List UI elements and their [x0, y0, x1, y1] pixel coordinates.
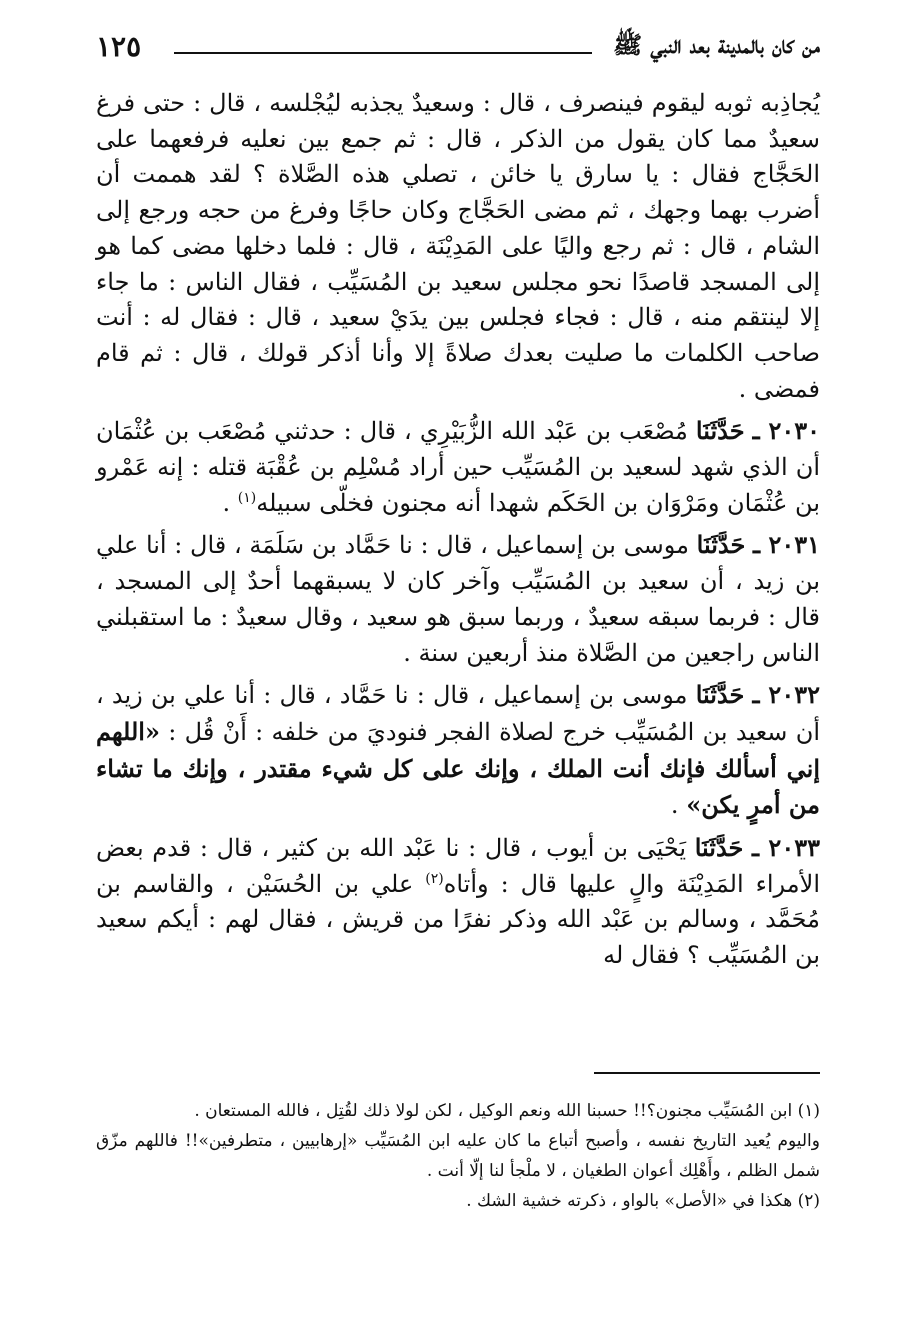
supplication-quote: «اللهم إني أسألك فإنك أنت الملك ، وإنك على كل شيء مقتدر ، وإنك ما تشاء من أمرٍ يكن»	[96, 716, 820, 820]
footnotes	[96, 1096, 820, 1216]
running-title: من كان بالمدينة بعد النبي ﷺ	[613, 30, 820, 59]
hadith-text: موسى بن إسماعيل ، قال : نا حَمَّاد بن سَلَمَة ، قال : أنا علي بن زيد ، أن سعيد بن المُسَيِّب وآخر كان لا يسبقهما أحدٌ إلى المسجد ، قال : فربما سبقه سعيدٌ ، وربما سبق هو سعيد ، وقال سعيدٌ : ما استقبلني الناس راجعين من الصَّلاة منذ أربعين سنة .	[96, 531, 820, 667]
narration-formula: حَدَّثَنَا	[696, 530, 746, 560]
paragraph-continuation: يُجاذِبه ثوبه ليقوم فينصرف ، قال : وسعيدٌ يجذبه ليُجْلسه ، قال : حتى فرغ سعيدٌ مما كان يقول من الذكر ، قال : ثم جمع بين نعليه فرفعهما على الحَجَّاج فقال : يا سارق يا خائن ، تصلي هذه الصَّلاة ؟ لقد هممت أن أضرب بهما وجهك ، ثم مضى الحَجَّاج وكان حاجًا وفرغ من حجه ورجع إلى الشام ، قال : ثم رجع واليًا على المَدِيْنَة ، قال : فلما دخلها مضى كما هو إلى المسجد قاصدًا نحو مجلس سعيد بن المُسَيِّب ، فقال الناس : ما جاء إلا لينتقم منه ، قال : فجاء فجلس بين يدَيْ سعيد ، قال : فقال له : أنت صاحب الكلمات ما صليت بعدك صلاةً إلا وأنا أذكر قولك ، قال : ثم قام فمضى .	[96, 89, 820, 403]
hadith-end: .	[222, 488, 238, 517]
hadith-2032	[96, 677, 820, 824]
footnote-ref-2[interactable]: (٢)	[425, 870, 444, 887]
hadith-text: يَحْيَى بن أيوب ، قال : نا عَبْد الله بن كثير ، قال : قدم بعض الأمراء المَدِيْنَة والٍ عليها قال : وأتاه	[96, 834, 820, 898]
main-text	[96, 86, 820, 980]
page-number: ١٢٥	[96, 30, 142, 63]
page-header	[96, 30, 820, 70]
hadith-2031	[96, 527, 820, 671]
hadith-text: مُصْعَب بن عَبْد الله الزُّبَيْرِي ، قال : حدثني مُصْعَب بن عُثْمَان أن الذي شهد لسعيد بن المُسَيِّب حين أراد مُسْلِم بن عُقْبَة قتله : إنه عَمْرو بن عُثْمَان ومَرْوَان بن الحَكَم شهدا أنه مجنون فخلّى سبيله	[96, 417, 820, 517]
footnote-ref-1[interactable]: (١)	[237, 489, 257, 506]
narration-formula: حَدَّثَنَا	[694, 833, 744, 863]
hadith-end: .	[670, 791, 687, 820]
hadith-number: ٢٠٣٢ ـ	[752, 680, 820, 710]
footnote-1-continued: واليوم يُعيد التاريخ نفسه ، وأصبح أتباع ما كان عليه ابن المُسَيِّب «إرهابيين ، متطرفين»!! فاللهم مزّق شمل الظلم ، وأَهْلِك أعوان الطغيان ، لا ملْجأ لنا إلّا أنت .	[96, 1131, 820, 1181]
hadith-number: ٢٠٣٣ ـ	[752, 833, 820, 863]
narration-formula: حَدَّثَنَا	[695, 416, 745, 446]
hadith-number: ٢٠٣٠ ـ	[752, 416, 820, 446]
footnote-1: (١) ابن المُسَيِّب مجنون؟!! حسبنا الله ونعم الوكيل ، لكن لولا ذلك لقُتِل ، فالله المستعان .	[194, 1101, 820, 1121]
hadith-text-continued: علي بن الحُسَيْن ، والقاسم بن مُحَمَّد ، وسالم بن عَبْد الله وذكر نفرًا من قريش ، فقال لهم : أيكم سعيد بن المُسَيِّب ؟ فقال له	[96, 869, 820, 970]
narration-formula: حَدَّثَنَا	[695, 680, 745, 710]
hadith-text: موسى بن إسماعيل ، قال : نا حَمَّاد ، قال : أنا علي بن زيد ، أن سعيد بن المُسَيِّب خرج لصلاة الفجر فنوديَ من خلفه : أَنْ قُل :	[96, 681, 820, 746]
hadith-2033	[96, 830, 820, 974]
hadith-2030	[96, 413, 820, 521]
footnote-separator	[594, 1072, 820, 1074]
header-rule	[174, 52, 592, 54]
footnote-2: (٢) هكذا في «الأصل» بالواو ، ذكرته خشية الشك .	[466, 1191, 820, 1211]
hadith-number: ٢٠٣١ ـ	[753, 530, 821, 560]
